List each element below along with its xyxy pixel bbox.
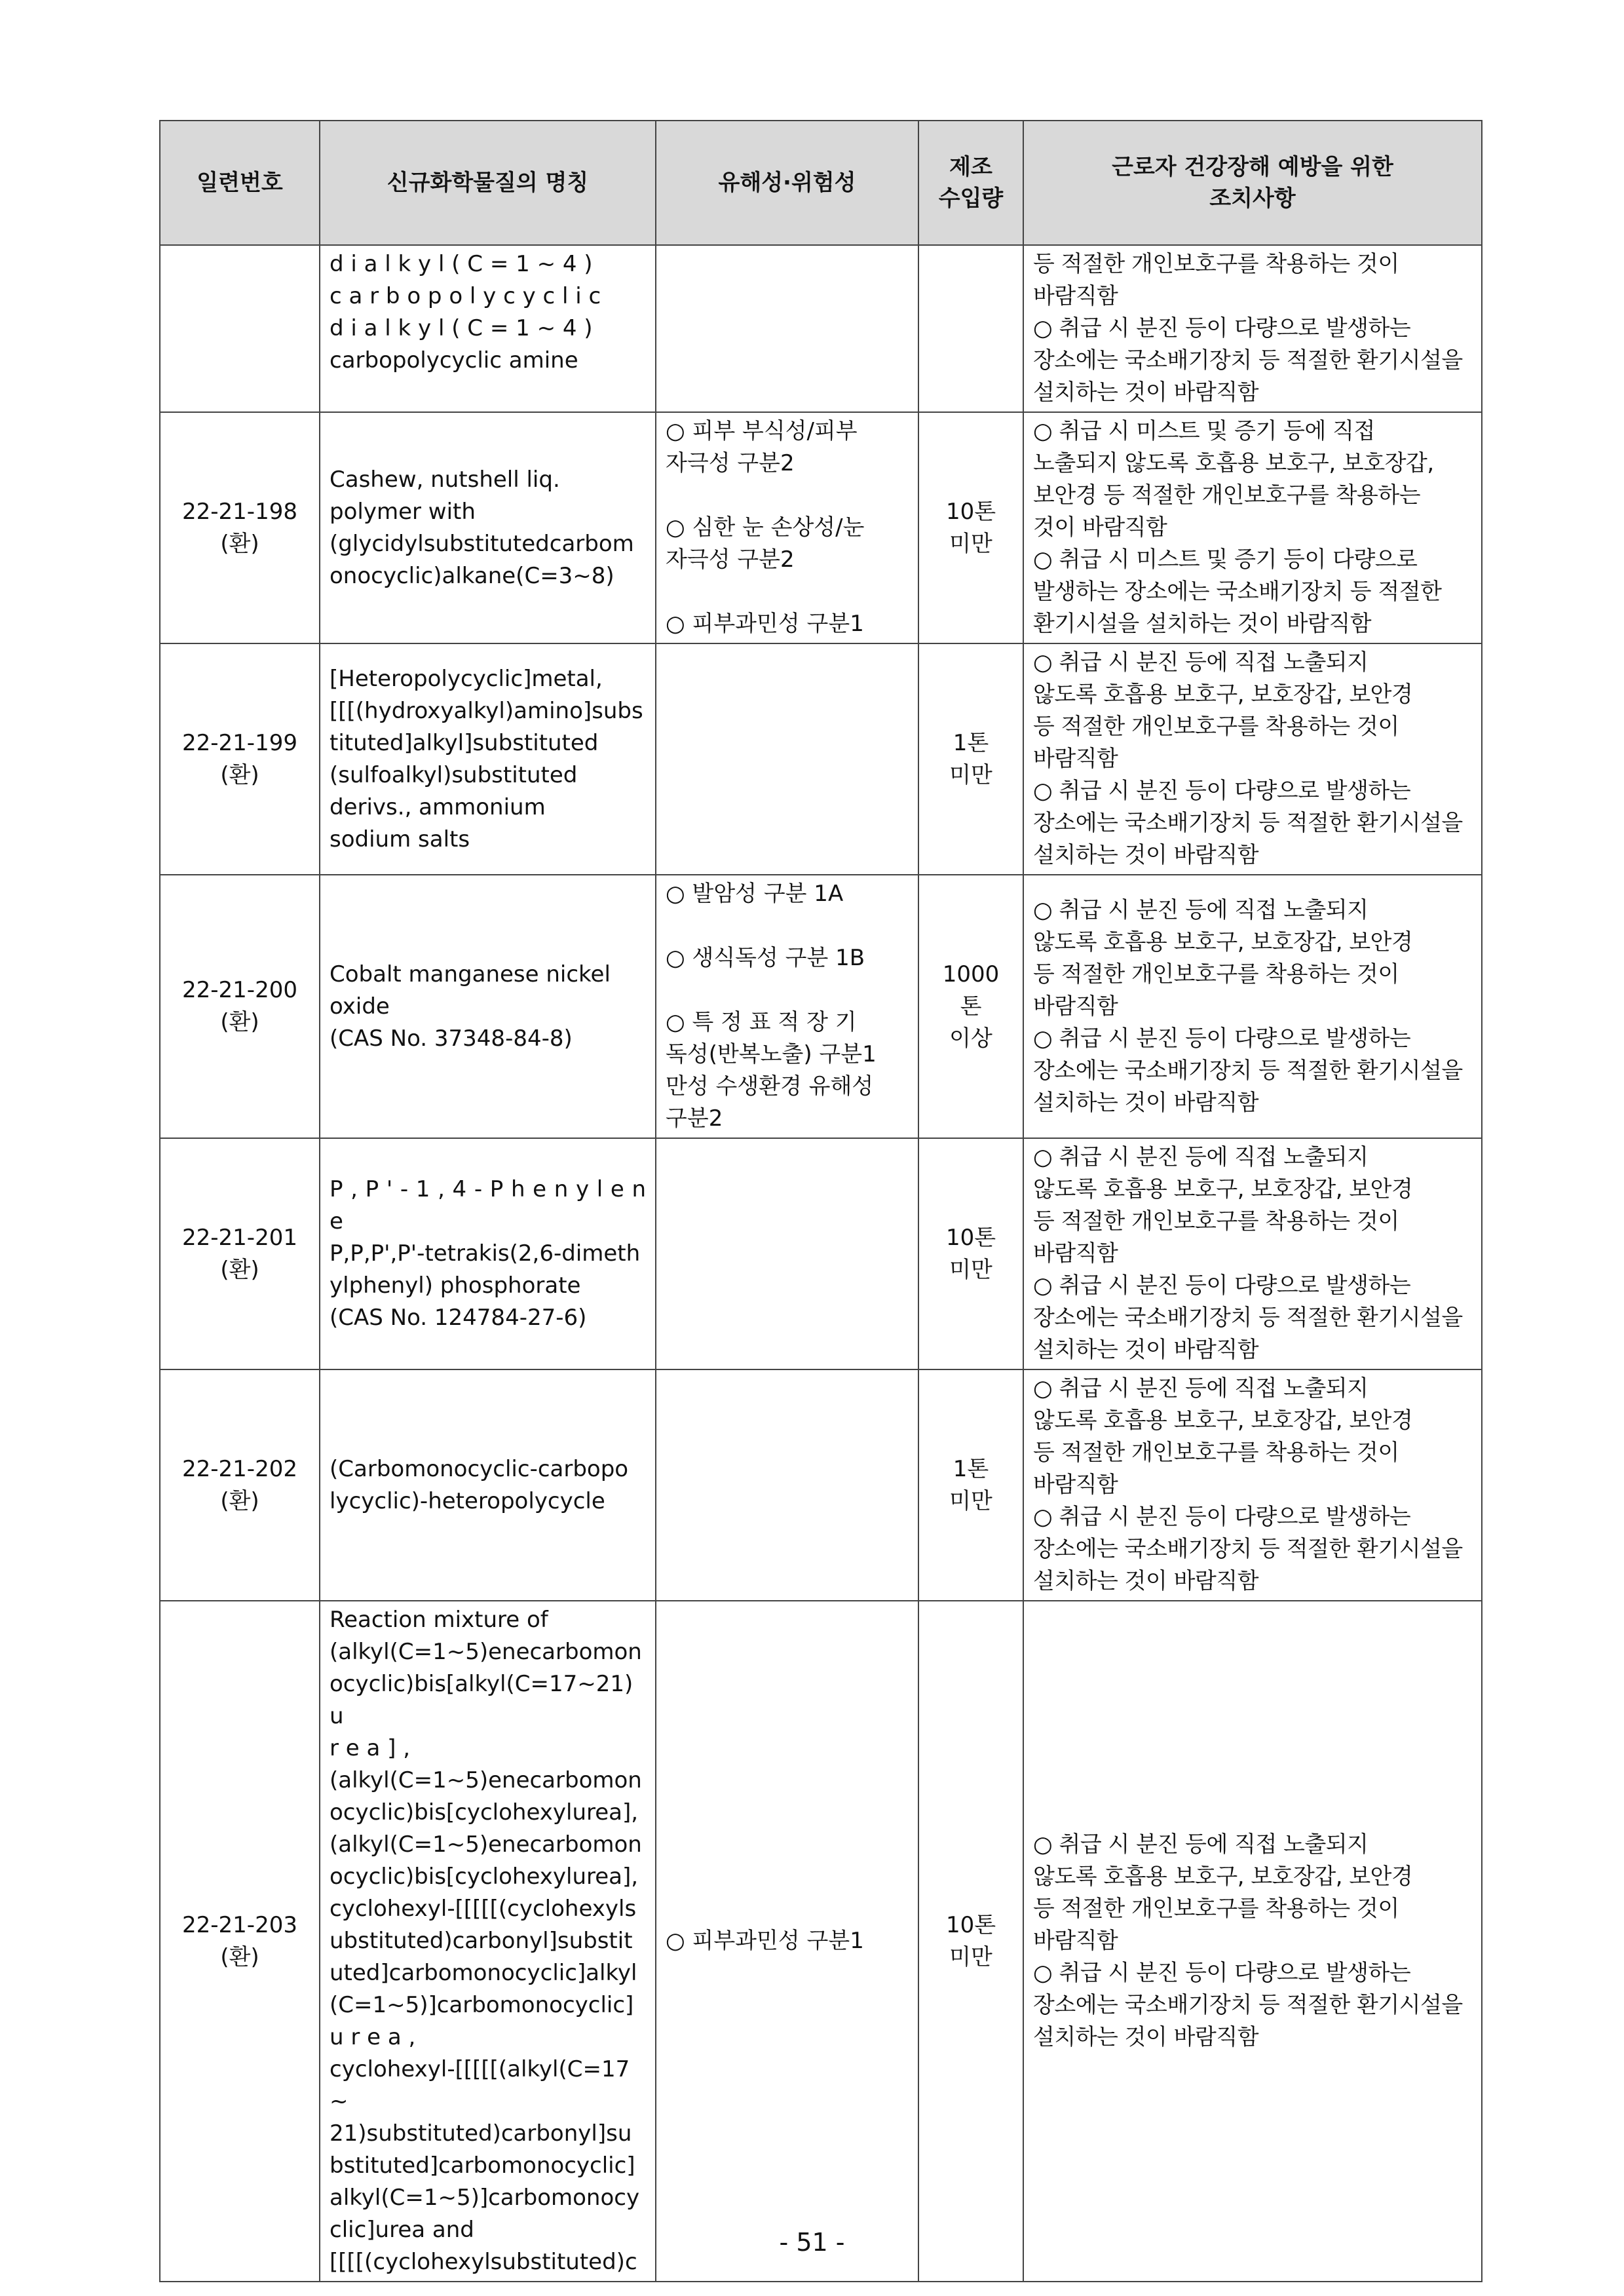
cell-hazard-line: ○ 피부 부식성/피부	[666, 418, 858, 444]
cell-measures-line: ○ 취급 시 분진 등에 직접 노출되지	[1033, 1375, 1369, 1402]
table-row	[160, 245, 1482, 412]
cell-quantity-line: 미만	[949, 761, 992, 788]
cell-serial-number-line: 22-21-199	[182, 729, 297, 756]
cell-measures-line: ○ 취급 시 분진 등이 다량으로 발생하는	[1033, 315, 1411, 341]
cell-measures-line: 환기시설을 설치하는 것이 바람직함	[1033, 611, 1372, 637]
cell-measures-line: 등 적절한 개인보호구를 착용하는 것이	[1033, 961, 1399, 987]
cell-substance-name-line: cyclohexyl-[[[[[(cyclohexyls	[330, 1896, 637, 1922]
cell-substance-name	[320, 1369, 656, 1601]
table-row	[160, 1369, 1482, 1601]
chemical-substance-table	[159, 120, 1482, 2282]
cell-measures-line: 설치하는 것이 바람직함	[1033, 2024, 1259, 2050]
cell-measures-line: ○ 취급 시 분진 등이 다량으로 발생하는	[1033, 1960, 1411, 1986]
table-row	[160, 643, 1482, 875]
cell-measures	[1023, 643, 1482, 875]
cell-serial-number-line: 22-21-200	[182, 977, 297, 1003]
cell-measures	[1023, 875, 1482, 1138]
cell-measures-line: 바람직함	[1033, 746, 1118, 772]
cell-hazard-line: ○ 심한 눈 손상성/눈	[666, 514, 865, 541]
table-header-row	[160, 121, 1482, 245]
cell-substance-name	[320, 412, 656, 643]
cell-substance-name-line: d i a l k y l ( C = 1 ~ 4 )	[330, 251, 593, 277]
cell-quantity-line: 미만	[949, 1256, 992, 1283]
header-serial-number: 일련번호	[160, 121, 320, 245]
cell-measures-line: 발생하는 장소에는 국소배기장치 등 적절한	[1033, 579, 1442, 605]
cell-substance-name-line: (C=1~5)]carbomonocyclic]	[330, 1992, 634, 2018]
cell-measures-line: 장소에는 국소배기장치 등 적절한 환기시설을	[1033, 1536, 1463, 1562]
cell-hazard-line	[666, 910, 909, 942]
cell-substance-name-line: (sulfoalkyl)substituted	[330, 761, 578, 788]
cell-quantity-line: 1톤	[953, 729, 989, 756]
cell-quantity-line: 10톤	[945, 1911, 996, 1938]
cell-measures	[1023, 412, 1482, 643]
cell-measures-line: ○ 취급 시 분진 등이 다량으로 발생하는	[1033, 1025, 1411, 1052]
cell-substance-name-line: Cobalt manganese nickel	[330, 961, 611, 987]
cell-hazard-line	[666, 576, 909, 608]
cell-hazard-line: ○ 특 정 표 적 장 기	[666, 1009, 857, 1035]
cell-measures-line: 바람직함	[1033, 283, 1118, 309]
cell-quantity	[918, 1369, 1023, 1601]
cell-quantity-line: 톤	[960, 993, 982, 1020]
cell-measures-line: ○ 취급 시 분진 등이 다량으로 발생하는	[1033, 1504, 1411, 1530]
cell-substance-name-line: sodium salts	[330, 826, 470, 852]
cell-serial-number-line: (환)	[220, 1256, 259, 1283]
cell-substance-name	[320, 875, 656, 1138]
cell-measures-line: ○ 취급 시 분진 등에 직접 노출되지	[1033, 649, 1369, 676]
cell-substance-name-line: ocyclic)bis[cyclohexylurea],	[330, 1799, 639, 1826]
cell-quantity-line: 10톤	[945, 498, 996, 525]
table-row	[160, 1138, 1482, 1369]
cell-quantity-line: 미만	[949, 530, 992, 557]
cell-hazard	[656, 875, 918, 1138]
cell-measures	[1023, 1601, 1482, 2282]
cell-substance-name-line: derivs., ammonium	[330, 794, 546, 820]
cell-measures-line: 설치하는 것이 바람직함	[1033, 1568, 1259, 1594]
header-quantity-line: 수입량	[938, 185, 1004, 212]
page-number: - 51 -	[779, 2228, 845, 2257]
cell-hazard-line	[666, 480, 909, 512]
cell-serial-number-line: (환)	[220, 1487, 259, 1514]
header-quantity-line: 제조	[949, 154, 992, 180]
cell-substance-name-line: c a r b o p o l y c y c l i c	[330, 283, 601, 309]
cell-hazard-line: 자극성 구분2	[666, 546, 795, 573]
cell-measures-line: 장소에는 국소배기장치 등 적절한 환기시설을	[1033, 1992, 1463, 2018]
cell-substance-name-line: lycyclic)-heteropolycycle	[330, 1487, 605, 1514]
cell-hazard	[656, 1601, 918, 2282]
cell-hazard-line: ○ 피부과민성 구분1	[666, 611, 864, 637]
header-measures-line: 조치사항	[1209, 185, 1296, 212]
cell-hazard-line: ○ 생식독성 구분 1B	[666, 945, 865, 971]
cell-substance-name-line: onocyclic)alkane(C=3~8)	[330, 562, 614, 589]
cell-quantity-line: 1000	[942, 961, 1000, 987]
cell-measures-line: 설치하는 것이 바람직함	[1033, 1089, 1259, 1116]
cell-substance-name-line: Reaction mixture of	[330, 1607, 548, 1633]
table-row	[160, 412, 1482, 643]
cell-measures-line: 않도록 호흡용 보호구, 보호장갑, 보안경	[1033, 1407, 1413, 1434]
cell-substance-name-line: polymer with	[330, 498, 476, 525]
cell-quantity-line: 이상	[949, 1025, 992, 1052]
cell-serial-number-line: (환)	[220, 1009, 259, 1035]
cell-quantity	[918, 875, 1023, 1138]
cell-serial-number	[160, 1138, 320, 1369]
cell-substance-name-line: cyclohexyl-[[[[[(alkyl(C=17~	[330, 2056, 630, 2114]
cell-measures-line: ○ 취급 시 분진 등에 직접 노출되지	[1033, 1831, 1369, 1858]
cell-substance-name-line: (Carbomonocyclic-carbopo	[330, 1455, 629, 1482]
header-measures	[1023, 121, 1482, 245]
cell-hazard-line: 자극성 구분2	[666, 450, 795, 476]
cell-measures-line: 바람직함	[1033, 1928, 1118, 1954]
cell-serial-number-line: 22-21-203	[182, 1911, 297, 1938]
cell-quantity-line: 미만	[949, 1943, 992, 1970]
cell-measures-line: 등 적절한 개인보호구를 착용하는 것이	[1033, 251, 1399, 277]
cell-substance-name-line: carbopolycyclic amine	[330, 347, 578, 373]
cell-hazard-line: 독성(반복노출) 구분1	[666, 1041, 877, 1067]
cell-measures-line: 않도록 호흡용 보호구, 보호장갑, 보안경	[1033, 1176, 1413, 1202]
cell-substance-name-line: (CAS No. 37348-84-8)	[330, 1025, 573, 1052]
cell-measures-line: 설치하는 것이 바람직함	[1033, 842, 1259, 868]
cell-measures-line: ○ 취급 시 분진 등에 직접 노출되지	[1033, 1144, 1369, 1170]
cell-substance-name-line: ubstituted)carbonyl]substit	[330, 1928, 633, 1954]
cell-substance-name	[320, 1138, 656, 1369]
cell-measures-line: 장소에는 국소배기장치 등 적절한 환기시설을	[1033, 810, 1463, 836]
cell-quantity	[918, 1138, 1023, 1369]
cell-substance-name-line: uted]carbomonocyclic]alkyl	[330, 1960, 637, 1986]
cell-measures-line: ○ 취급 시 미스트 및 증기 등이 다량으로	[1033, 546, 1418, 573]
cell-measures-line: 않도록 호흡용 보호구, 보호장갑, 보안경	[1033, 928, 1413, 955]
cell-substance-name-line: ocyclic)bis[alkyl(C=17~21)u	[330, 1671, 633, 1729]
table-body	[160, 245, 1482, 2282]
cell-measures-line: 등 적절한 개인보호구를 착용하는 것이	[1033, 714, 1399, 740]
cell-measures-line: 등 적절한 개인보호구를 착용하는 것이	[1033, 1896, 1399, 1922]
cell-quantity-line: 1톤	[953, 1455, 989, 1482]
cell-hazard-line: 만성 수생환경 유해성	[666, 1073, 874, 1100]
cell-substance-name-line: ylphenyl) phosphorate	[330, 1272, 581, 1299]
cell-measures-line: 바람직함	[1033, 993, 1118, 1020]
cell-hazard-line: 구분2	[666, 1105, 723, 1132]
cell-substance-name	[320, 245, 656, 412]
cell-hazard	[656, 412, 918, 643]
cell-hazard	[656, 1369, 918, 1601]
cell-serial-number	[160, 1369, 320, 1601]
cell-measures-line: 바람직함	[1033, 1240, 1118, 1267]
cell-quantity	[918, 245, 1023, 412]
cell-hazard-line	[666, 974, 909, 1006]
cell-hazard	[656, 245, 918, 412]
cell-substance-name-line: (CAS No. 124784-27-6)	[330, 1305, 587, 1331]
cell-serial-number	[160, 643, 320, 875]
cell-substance-name-line: [Heteropolycyclic]metal,	[330, 665, 603, 692]
cell-measures-line: 않도록 호흡용 보호구, 보호장갑, 보안경	[1033, 1864, 1413, 1890]
cell-substance-name-line: alkyl(C=1~5)]carbomonocy	[330, 2185, 640, 2211]
cell-measures-line: ○ 취급 시 분진 등이 다량으로 발생하는	[1033, 1272, 1411, 1299]
cell-serial-number	[160, 245, 320, 412]
cell-substance-name-line: u r e a ,	[330, 2024, 416, 2050]
cell-substance-name-line: (alkyl(C=1~5)enecarbomon	[330, 1831, 642, 1858]
cell-serial-number-line: (환)	[220, 530, 259, 557]
cell-serial-number-line: (환)	[220, 761, 259, 788]
cell-hazard-line: ○ 피부과민성 구분1	[666, 1928, 864, 1954]
table-row	[160, 875, 1482, 1138]
header-substance-name: 신규화학물질의 명칭	[320, 121, 656, 245]
cell-hazard	[656, 1138, 918, 1369]
cell-substance-name-line: oxide	[330, 993, 390, 1020]
header-hazard: 유해성·위험성	[656, 121, 918, 245]
cell-substance-name-line: ocyclic)bis[cyclohexylurea],	[330, 1864, 639, 1890]
cell-measures-line: 설치하는 것이 바람직함	[1033, 379, 1259, 406]
cell-measures-line: 등 적절한 개인보호구를 착용하는 것이	[1033, 1208, 1399, 1234]
cell-measures-line: 장소에는 국소배기장치 등 적절한 환기시설을	[1033, 1305, 1463, 1331]
cell-measures	[1023, 1369, 1482, 1601]
cell-hazard	[656, 643, 918, 875]
cell-measures	[1023, 1138, 1482, 1369]
cell-hazard-line: ○ 발암성 구분 1A	[666, 881, 844, 907]
cell-quantity	[918, 1601, 1023, 2282]
cell-measures-line: 장소에는 국소배기장치 등 적절한 환기시설을	[1033, 1057, 1463, 1084]
cell-substance-name	[320, 1601, 656, 2282]
cell-substance-name-line: bstituted]carbomonocyclic]	[330, 2152, 635, 2179]
cell-substance-name-line: [[[[(cyclohexylsubstituted)c	[330, 2249, 637, 2275]
cell-serial-number	[160, 1601, 320, 2282]
cell-substance-name-line: P,P,P',P'-tetrakis(2,6-dimeth	[330, 1240, 641, 1267]
cell-serial-number-line: 22-21-202	[182, 1455, 297, 1482]
cell-quantity-line: 미만	[949, 1487, 992, 1514]
cell-measures-line: 바람직함	[1033, 1472, 1118, 1498]
cell-substance-name	[320, 643, 656, 875]
cell-substance-name-line: clic]urea and	[330, 2217, 474, 2243]
cell-serial-number-line: (환)	[220, 1943, 259, 1970]
cell-substance-name-line: 21)substituted)carbonyl]su	[330, 2120, 632, 2147]
cell-measures-line: ○ 취급 시 분진 등이 다량으로 발생하는	[1033, 778, 1411, 804]
cell-serial-number	[160, 412, 320, 643]
cell-measures-line: 노출되지 않도록 호흡용 보호구, 보호장갑,	[1033, 450, 1434, 476]
cell-measures-line: 것이 바람직함	[1033, 514, 1167, 541]
cell-measures-line: 등 적절한 개인보호구를 착용하는 것이	[1033, 1440, 1399, 1466]
cell-substance-name-line: P , P ' - 1 , 4 - P h e n y l e n e	[330, 1176, 646, 1234]
cell-measures-line: ○ 취급 시 미스트 및 증기 등에 직접	[1033, 418, 1375, 444]
cell-substance-name-line: r e a ] ,	[330, 1735, 411, 1761]
cell-quantity	[918, 643, 1023, 875]
cell-substance-name-line: tituted]alkyl]substituted	[330, 729, 599, 756]
table-row	[160, 1601, 1482, 2282]
cell-quantity	[918, 412, 1023, 643]
cell-substance-name-line: (alkyl(C=1~5)enecarbomon	[330, 1767, 642, 1793]
cell-serial-number-line: 22-21-198	[182, 498, 297, 525]
cell-serial-number-line: 22-21-201	[182, 1224, 297, 1251]
cell-measures-line: 장소에는 국소배기장치 등 적절한 환기시설을	[1033, 347, 1463, 373]
cell-substance-name-line: (glycidylsubstitutedcarbom	[330, 530, 634, 557]
cell-substance-name-line: (alkyl(C=1~5)enecarbomon	[330, 1639, 642, 1665]
cell-measures-line: 보안경 등 적절한 개인보호구를 착용하는	[1033, 482, 1421, 508]
cell-serial-number	[160, 875, 320, 1138]
header-measures-line: 근로자 건강장해 예방을 위한	[1112, 154, 1393, 180]
cell-substance-name-line: [[[(hydroxyalkyl)amino]subs	[330, 697, 643, 724]
cell-quantity-line: 10톤	[945, 1224, 996, 1251]
cell-measures-line: 설치하는 것이 바람직함	[1033, 1337, 1259, 1363]
cell-substance-name-line: Cashew, nutshell liq.	[330, 466, 560, 493]
cell-substance-name-line: d i a l k y l ( C = 1 ~ 4 )	[330, 315, 593, 341]
cell-measures-line: ○ 취급 시 분진 등에 직접 노출되지	[1033, 896, 1369, 923]
cell-measures-line: 않도록 호흡용 보호구, 보호장갑, 보안경	[1033, 681, 1413, 708]
cell-measures	[1023, 245, 1482, 412]
header-quantity	[918, 121, 1023, 245]
